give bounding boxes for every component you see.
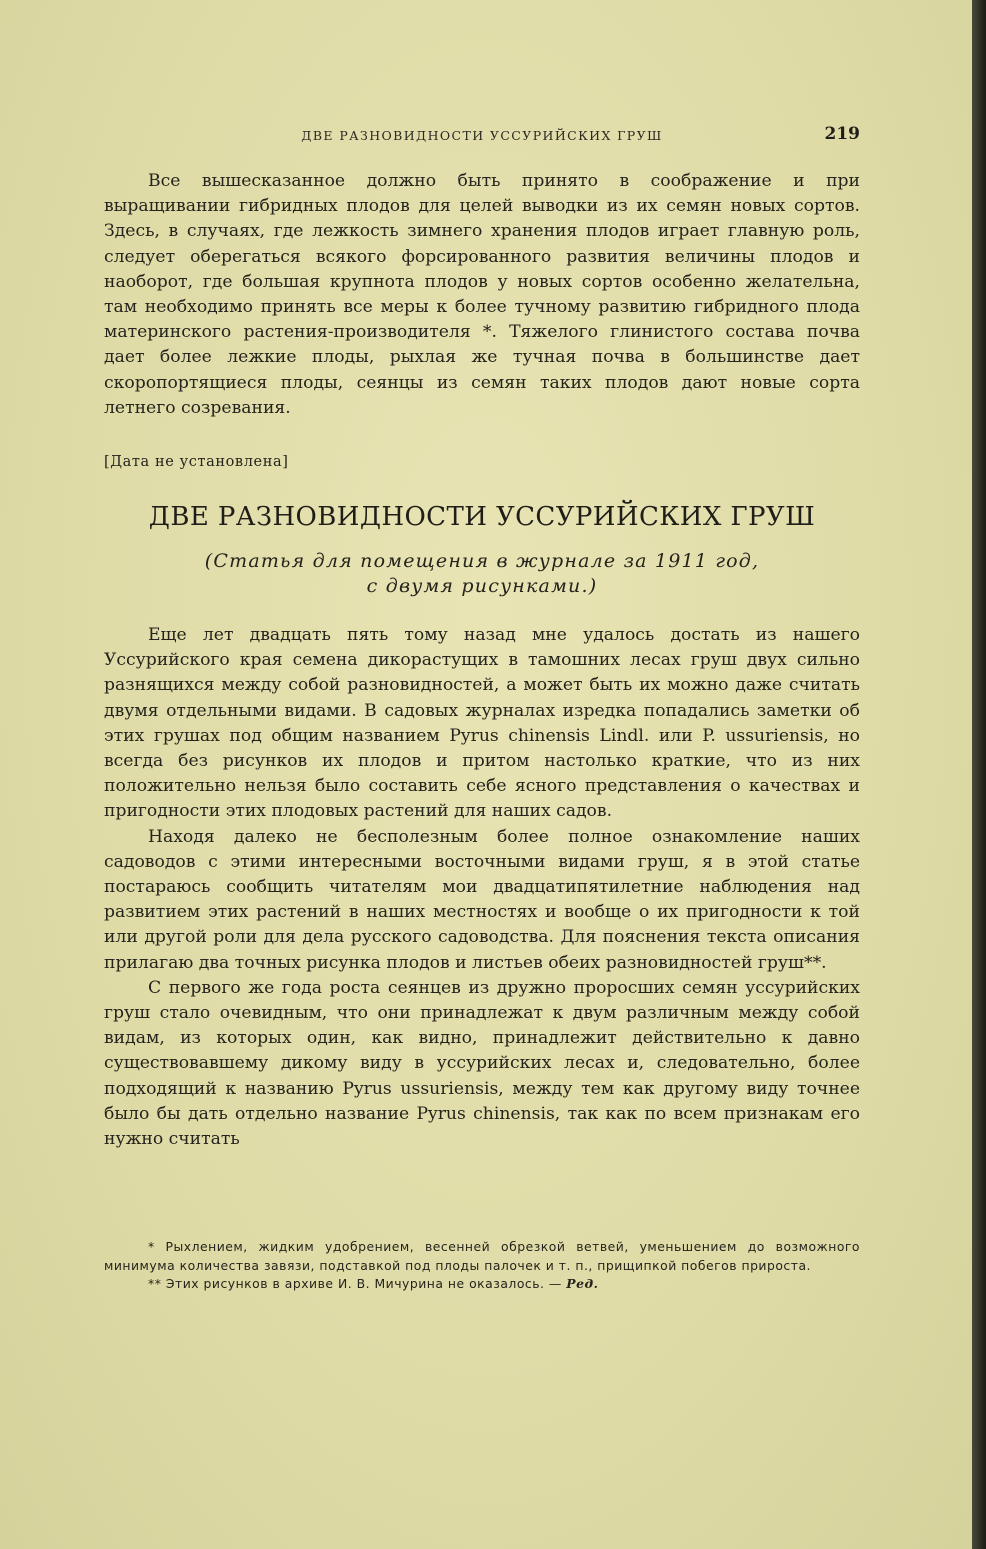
date-note: [Дата не установлена] xyxy=(104,454,289,470)
subtitle-line-1: (Статья для помещения в журнале за 1911 год, xyxy=(204,550,760,572)
footnote-2-text: ** Этих рисунков в архиве И. В. Мичурина не оказалось. — xyxy=(148,1276,567,1291)
article-subtitle xyxy=(104,549,860,599)
article-title: ДВЕ РАЗНОВИДНОСТИ УССУРИЙСКИХ ГРУШ xyxy=(148,502,816,532)
footnote-2 xyxy=(104,1275,860,1294)
footnotes xyxy=(104,1238,860,1294)
footnote-1: * Рыхлением, жидким удобрением, весенней обрезкой ветвей, уменьшением до возможного минимума количества завязи, подставкой под плоды палочек и т. п., прищипкой побегов прироста. xyxy=(104,1239,860,1273)
scan-edge xyxy=(972,0,986,1549)
running-title: ДВЕ РАЗНОВИДНОСТИ УССУРИЙСКИХ ГРУШ xyxy=(301,128,663,143)
subtitle-line-2: с двумя рисунками.) xyxy=(366,575,598,597)
running-header xyxy=(104,124,860,148)
page-number: 219 xyxy=(824,124,860,144)
footnote-2-editor: Ред. xyxy=(566,1276,599,1291)
article-paragraph-2: Находя далеко не бесполезным более полное ознакомление наших садоводов с этими интересными восточными видами груш, я в этой статье постараюсь сообщить читателям мои двадцатипятилетние наблюдения над развитием этих растений в наших местностях и вообще о их пригодности к той или другой роли для дела русского садоводства. Для пояснения текста описания прилагаю два точных рисунка плодов и листьев обеих разновидностей груш**. xyxy=(104,826,860,973)
article-paragraph-1: Еще лет двадцать пять тому назад мне удалось достать из нашего Уссурийского края семена дикорастущих в тамошних лесах груш двух сильно разнящихся между собой разновидностей, а может быть их можно даже считать двумя отдельными видами. В садовых журналах изредка попадались заметки об этих грушах под общим названием Pyrus chinensis Lindl. или P. ussuriensis, но всегда без рисунков их плодов и притом настолько краткие, что из них положительно нельзя было составить себе ясного представления о качествах и пригодности этих плодовых растений для наших садов. xyxy=(104,625,860,822)
article-paragraph-3: С первого же года роста сеянцев из дружно проросших семян уссурийских груш стало очевидным, что они принадлежат к двум различным между собой видам, из которых один, как видно, принадлежит действительно к давно существовавшему дикому виду в уссурийских лесах и, следовательно, более подходящий к названию Pyrus ussuriensis, между тем как другому виду точнее было бы дать отдельно название Pyrus chinensis, так как по всем признакам его нужно считать xyxy=(104,977,860,1150)
top-paragraph: Все вышесказанное должно быть принято в соображение и при выращивании гибридных плодов для целей выводки из их семян новых сортов. Здесь, в случаях, где лежкость зимнего хранения плодов играет главную роль, следует оберегаться всякого форсированного развития величины плодов и наоборот, где большая крупнота плодов у новых сортов особенно желательна, там необходимо принять все меры к более тучному развитию гибридного плода материнского растения-производителя *. Тяжелого глинистого состава почва дает более лежкие плоды, рыхлая же тучная почва в большинстве дает скоропортящиеся плоды, сеянцы из семян таких плодов дают новые сорта летнего созревания. xyxy=(104,171,860,418)
article-body xyxy=(104,623,860,1152)
top-text-block xyxy=(104,169,860,421)
